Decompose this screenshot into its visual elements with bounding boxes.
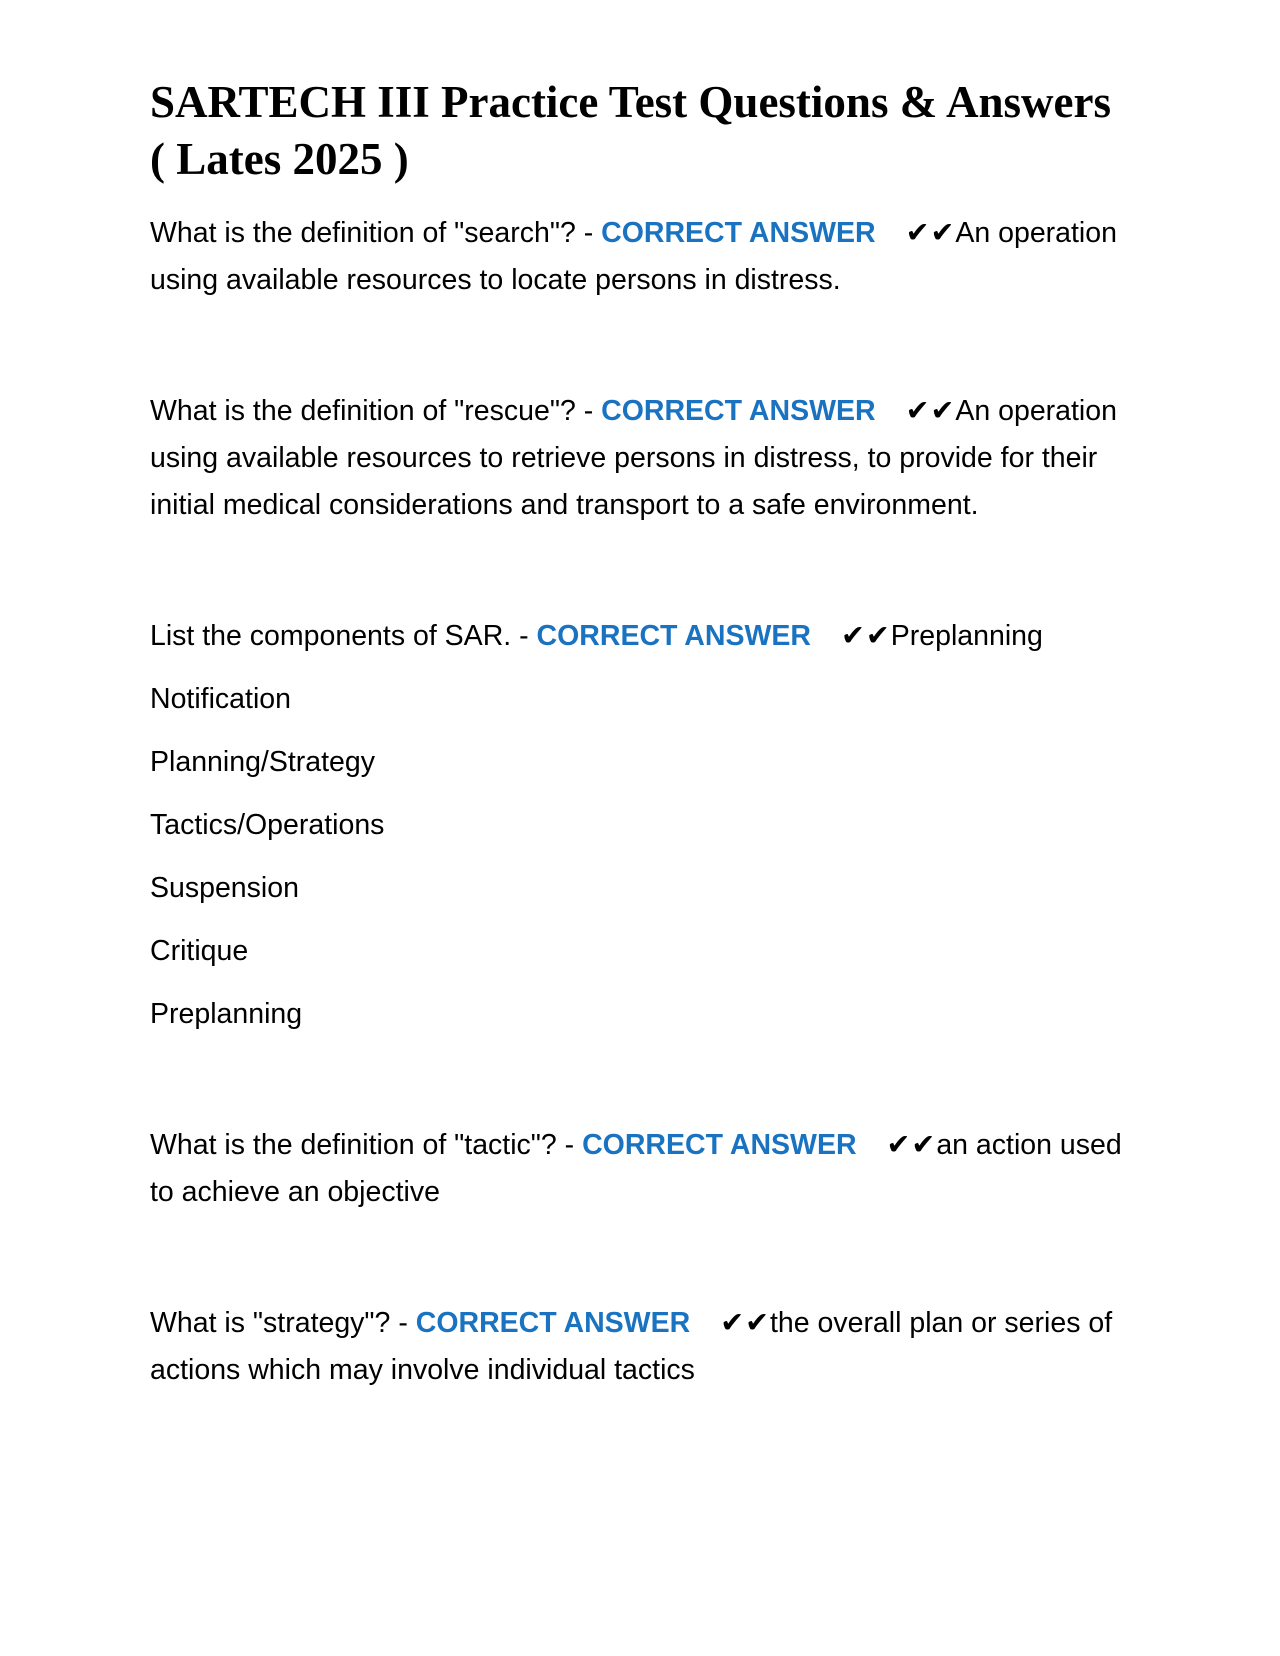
component-list [150,676,1130,1038]
list-item: Suspension [150,872,299,904]
separator: - [556,1129,583,1161]
separator: - [390,1307,416,1339]
correct-answer-label: CORRECT ANSWER [415,1307,691,1339]
correct-answer-label: CORRECT ANSWER [536,620,811,652]
qa-item-rescue [150,388,1130,529]
document-title: SARTECH III Practice Test Questions & Answers ( Lates 2025 ) [150,77,1111,184]
list-item: Tactics/Operations [150,809,385,841]
question-text: What is "strategy"? [150,1307,391,1339]
qa-item-strategy [150,1300,1130,1394]
double-check-icon: ✔✔ [840,620,891,652]
question-text: What is the definition of "tactic"? [150,1129,557,1161]
answer-text: Preplanning [890,620,1043,652]
question-text: What is the definition of "search"? [150,217,576,249]
list-item: Planning/Strategy [150,746,375,778]
separator: - [511,620,537,652]
correct-answer-label: CORRECT ANSWER [601,395,876,427]
separator: - [575,395,602,427]
document-page [150,74,1130,1394]
answer-text: An operation using available resources to locate persons in distress. [150,217,1117,296]
qa-item-tactic [150,1122,1130,1216]
correct-answer-label: CORRECT ANSWER [601,217,876,249]
double-check-icon: ✔✔ [886,1129,937,1161]
qa-item-sar-components [150,613,1130,1038]
double-check-icon: ✔✔ [720,1307,770,1339]
list-item: Preplanning [150,998,303,1030]
answer-text: an action used to achieve an objective [150,1129,1122,1208]
correct-answer-label: CORRECT ANSWER [582,1129,857,1161]
list-item: Critique [150,935,249,967]
separator: - [575,217,602,249]
qa-item-search [150,210,1130,304]
answer-text: the overall plan or series of actions which may involve individual tactics [150,1307,1113,1386]
list-item: Notification [150,683,291,715]
answer-text: An operation using available resources to retrieve persons in distress, to provide for their initial medical considerations and transport to a safe environment. [150,395,1117,521]
double-check-icon: ✔✔ [905,395,956,427]
question-text: List the components of SAR. [150,620,512,652]
question-text: What is the definition of "rescue"? [150,395,576,427]
double-check-icon: ✔✔ [905,217,956,249]
